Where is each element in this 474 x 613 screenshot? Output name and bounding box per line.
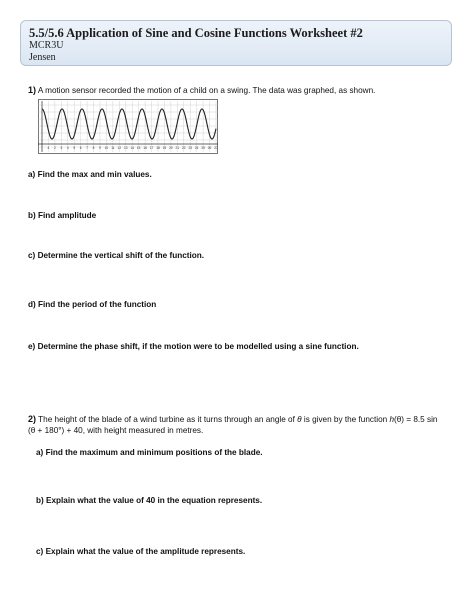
question-2-number: 2)	[28, 414, 37, 424]
x-tick-label: 6	[79, 146, 82, 150]
x-tick-label: 24	[194, 146, 199, 150]
part-label: c)	[28, 251, 36, 260]
x-tick-label: 20	[169, 146, 173, 150]
question-1b	[28, 211, 96, 222]
course-code: MCR3U	[29, 40, 64, 51]
x-tick-label: 2	[53, 146, 56, 150]
x-tick-label: 16	[143, 146, 147, 150]
x-tick-label: 15	[136, 146, 141, 150]
part-text: Explain what the value of 40 in the equation represents.	[46, 496, 263, 505]
function-name: h	[389, 415, 395, 424]
part-label: d)	[28, 300, 36, 309]
x-tick-label: 25	[201, 146, 205, 150]
question-2-text-a: The height of the blade of a wind turbine as it turns through an angle of	[38, 415, 298, 424]
x-tick-label: 3	[60, 146, 63, 150]
question-1e	[28, 342, 359, 353]
question-1c	[28, 251, 204, 262]
x-tick-label: 7	[86, 146, 89, 150]
question-1-text: A motion sensor recorded the motion of a child on a swing. The data was graphed, as shown.	[37, 86, 376, 95]
question-2-prompt	[28, 414, 458, 436]
part-label: a)	[36, 448, 44, 457]
x-tick-label: 5	[73, 146, 76, 150]
part-text: Find the period of the function	[38, 300, 157, 309]
x-tick-label: 11	[111, 146, 115, 150]
x-tick-label: 10	[104, 146, 109, 150]
part-label: e)	[28, 342, 36, 351]
x-tick-label: 13	[124, 146, 128, 150]
x-tick-label: 12	[117, 146, 122, 150]
worksheet-title: 5.5/5.6 Application of Sine and Cosine Functions Worksheet #2	[29, 26, 363, 40]
x-tick-label: 18	[156, 146, 160, 150]
part-label: c)	[36, 547, 44, 556]
question-2-text-line2: (θ + 180°) + 40, with height measured in metres.	[28, 425, 204, 435]
part-text: Find amplitude	[38, 211, 97, 220]
x-tick-label: 4	[47, 146, 50, 150]
question-1-prompt	[28, 85, 458, 97]
part-text: Explain what the value of the amplitude represents.	[45, 547, 246, 556]
question-1-number: 1)	[28, 85, 37, 95]
x-tick-label: 14	[130, 146, 134, 150]
x-tick-label: 19	[162, 146, 167, 150]
x-tick-label: 8	[92, 146, 95, 150]
part-label: a)	[28, 170, 36, 179]
part-label: b)	[36, 496, 44, 505]
x-tick-label: 17	[149, 146, 154, 150]
question-1a	[28, 170, 152, 181]
part-text: Find the maximum and minimum positions of the blade.	[45, 448, 263, 457]
x-tick-label: 22	[182, 146, 186, 150]
question-2a	[36, 448, 263, 459]
x-tick-label: 9	[99, 146, 101, 150]
x-tick-label: 21	[175, 146, 180, 150]
question-2b	[36, 496, 262, 507]
teacher-name: Jensen	[29, 52, 56, 63]
x-tick-label: 27	[214, 146, 218, 150]
x-tick-label: 23	[188, 146, 192, 150]
part-text: Determine the vertical shift of the function.	[37, 251, 205, 260]
function-expression: (θ) = 8.5 sin	[394, 415, 438, 424]
question-1d	[28, 300, 156, 311]
question-2-text-b: is given by the function	[301, 415, 390, 424]
part-text: Determine the phase shift, if the motion were to be modelled using a sine function.	[37, 342, 359, 351]
x-tick-label: 4	[66, 146, 69, 150]
worksheet-header	[20, 20, 452, 66]
part-text: Find the max and min values.	[37, 170, 152, 179]
theta-symbol: θ	[297, 415, 302, 424]
x-tick-label: 26	[207, 146, 212, 150]
question-2c	[36, 547, 245, 558]
part-label: b)	[28, 211, 36, 220]
swing-motion-graph	[38, 99, 218, 154]
